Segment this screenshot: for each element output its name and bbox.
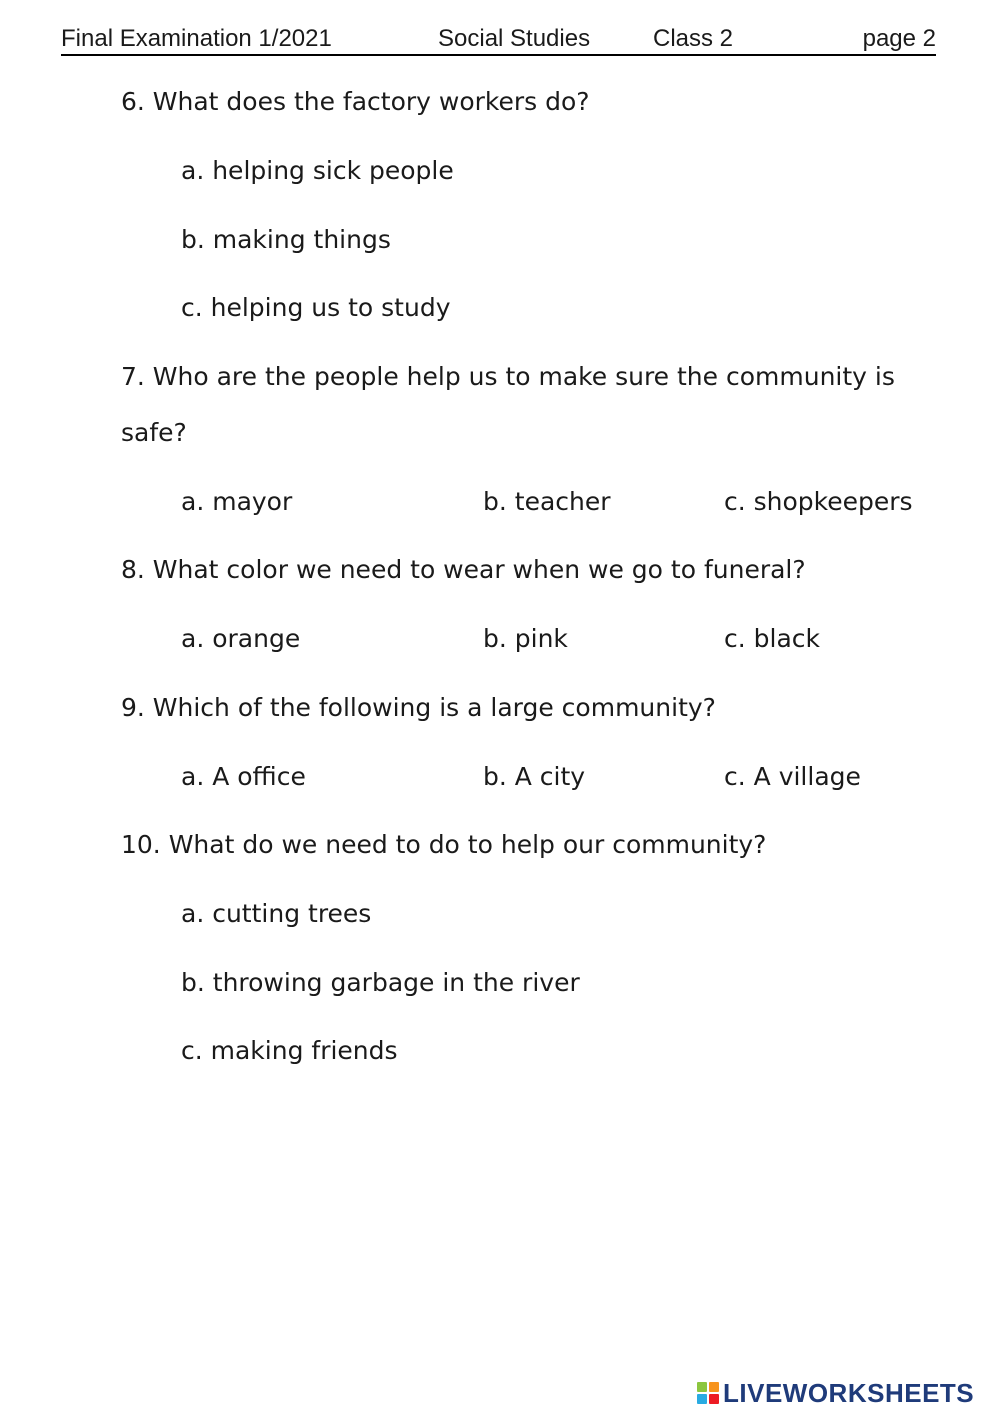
question-9: 9. Which of the following is a large community?: [121, 693, 716, 722]
question-10-option-a[interactable]: a. cutting trees: [181, 899, 372, 928]
page-header: [61, 24, 936, 56]
logo-tile-blue: [697, 1394, 707, 1404]
question-7-option-b[interactable]: b. teacher: [483, 487, 611, 516]
question-9-option-b[interactable]: b. A city: [483, 762, 586, 791]
question-10-option-b[interactable]: b. throwing garbage in the river: [181, 968, 580, 997]
question-9-option-a[interactable]: a. A office: [181, 762, 306, 791]
question-7-line-1: 7. Who are the people help us to make sure the community is: [121, 362, 895, 391]
question-8-option-b[interactable]: b. pink: [483, 624, 568, 653]
logo-tile-red: [709, 1394, 719, 1404]
class-label: Class 2: [653, 25, 734, 52]
question-6-option-b[interactable]: b. making things: [181, 225, 391, 254]
page-number: page 2: [862, 25, 936, 52]
question-9-option-c[interactable]: c. A village: [724, 762, 861, 791]
question-8: 8. What color we need to wear when we go to funeral?: [121, 555, 806, 584]
logo-tile-green: [697, 1382, 707, 1392]
logo-tile-orange: [709, 1382, 719, 1392]
liveworksheets-logo-icon: [697, 1382, 719, 1404]
question-8-option-a[interactable]: a. orange: [181, 624, 301, 653]
subject-label: Social Studies: [438, 25, 591, 52]
question-6: 6. What does the factory workers do?: [121, 87, 590, 116]
question-7-option-c[interactable]: c. shopkeepers: [724, 487, 913, 516]
question-8-option-c[interactable]: c. black: [724, 624, 820, 653]
question-7-line-2: safe?: [121, 418, 187, 447]
question-10: 10. What do we need to do to help our community?: [121, 830, 767, 859]
exam-title: Final Examination 1/2021: [61, 25, 332, 52]
liveworksheets-watermark: [697, 1378, 974, 1408]
watermark-text: LIVEWORKSHEETS: [723, 1377, 975, 1408]
question-6-option-a[interactable]: a. helping sick people: [181, 156, 454, 185]
question-10-option-c[interactable]: c. making friends: [181, 1036, 398, 1065]
question-6-option-c[interactable]: c. helping us to study: [181, 293, 451, 322]
question-7-option-a[interactable]: a. mayor: [181, 487, 293, 516]
